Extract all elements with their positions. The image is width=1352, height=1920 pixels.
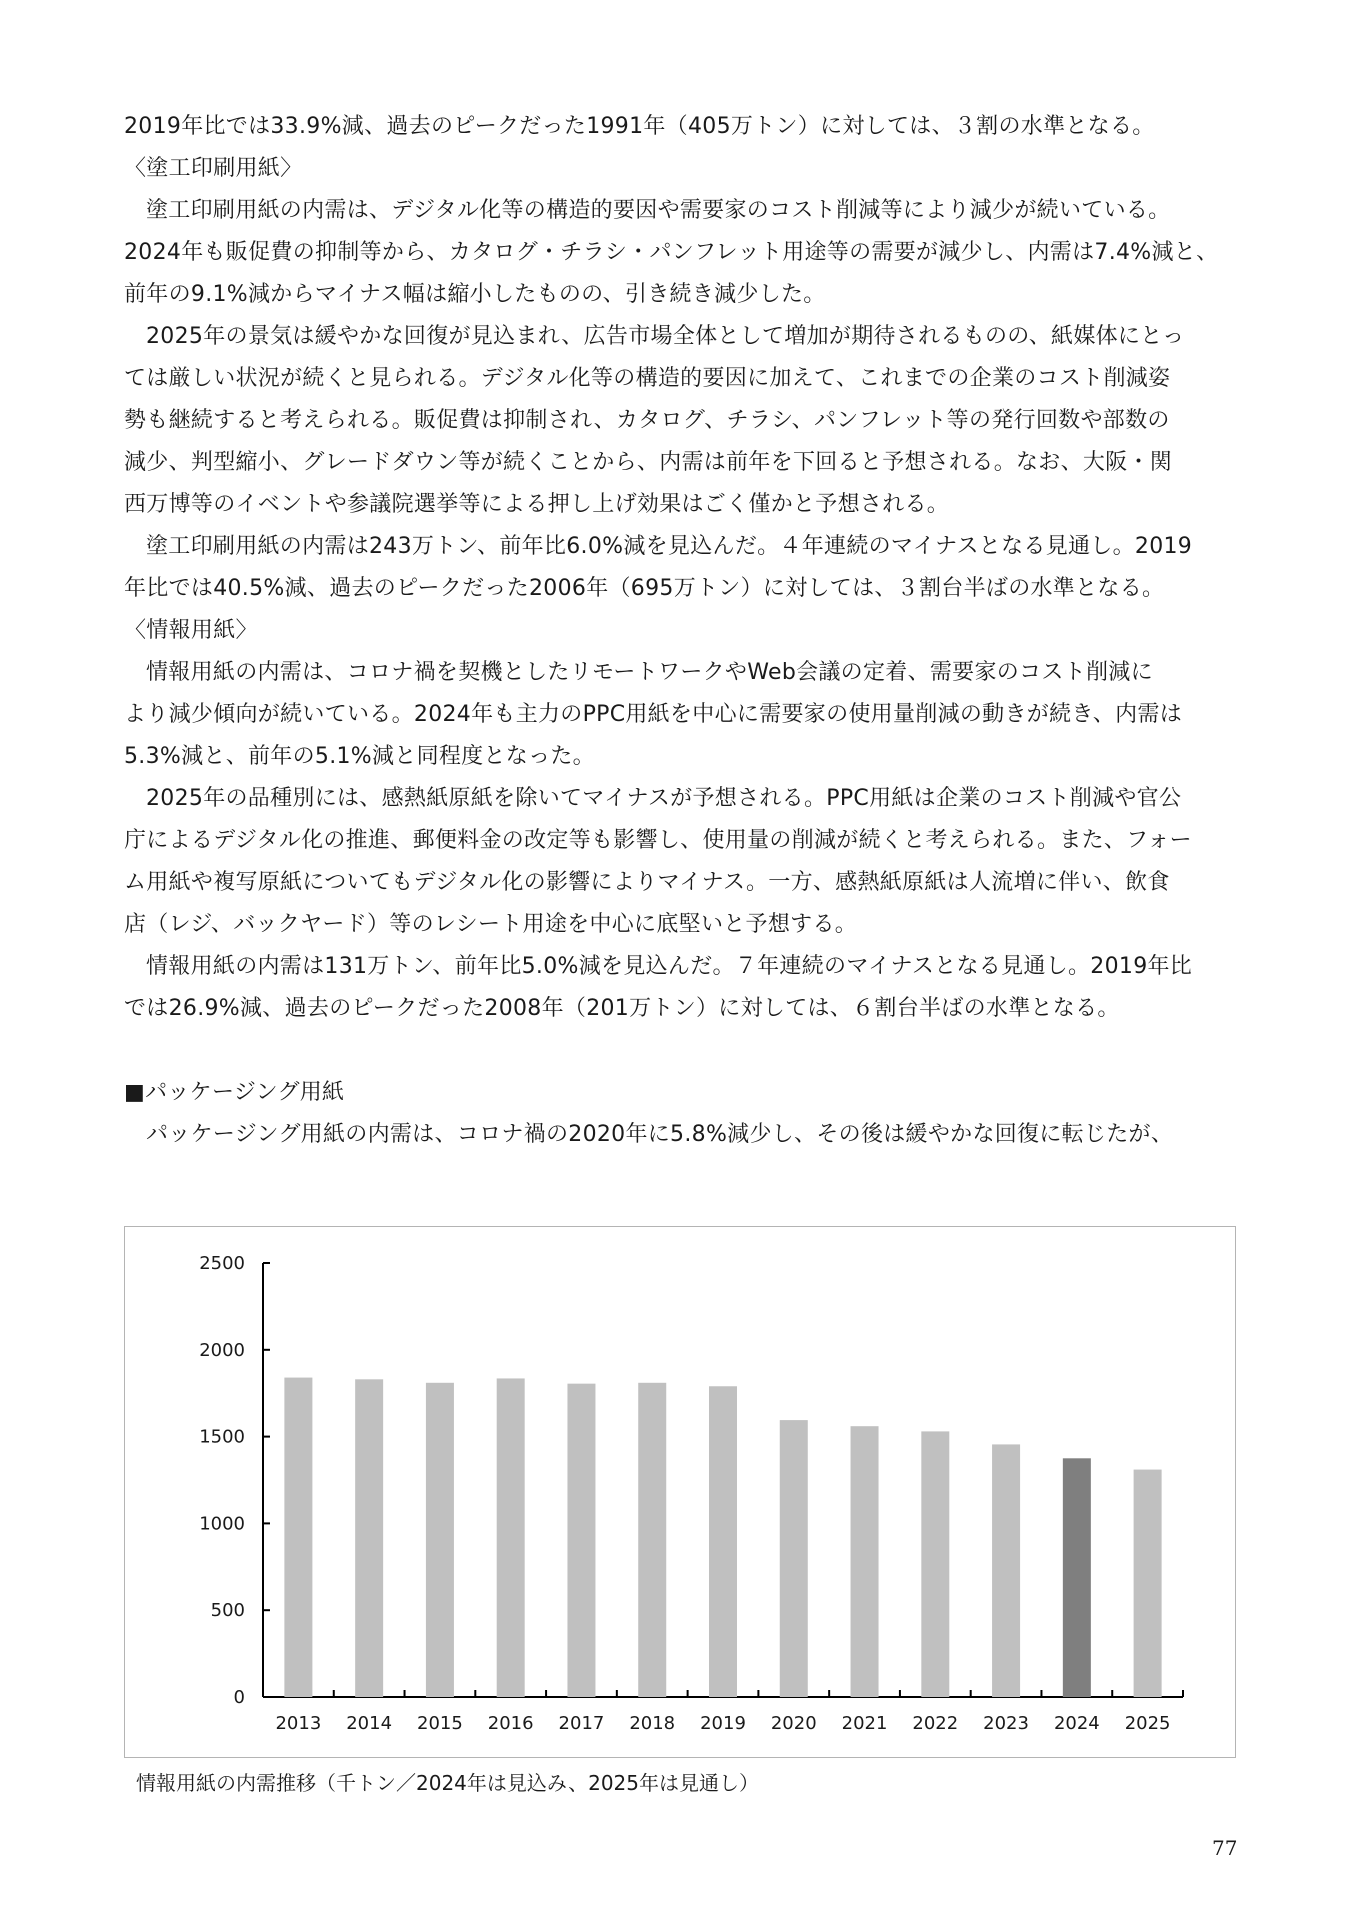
x-tick-label: 2023 <box>983 1713 1029 1734</box>
x-tick-label: 2013 <box>275 1713 322 1734</box>
page-number: 77 <box>1212 1836 1238 1860</box>
y-tick-label: 2500 <box>199 1253 245 1274</box>
section-gap <box>124 1030 1236 1072</box>
text-line: 店（レジ、バックヤード）等のレシート用途を中心に底堅いと予想する。 <box>124 912 858 937</box>
x-tick-label: 2022 <box>912 1713 959 1734</box>
x-tick-label: 2024 <box>1053 1713 1100 1734</box>
chart-caption: 情報用紙の内需推移（千トン／2024年は見込み、2025年は見通し） <box>136 1771 759 1795</box>
text-line: より減少傾向が続いている。2024年も主力のPPC用紙を中心に需要家の使用量削減の動きが続き、内需は <box>124 702 1183 727</box>
y-tick-label: 0 <box>233 1687 245 1708</box>
text-line: ては厳しい状況が続くと見られる。デジタル化等の構造的要因に加えて、これまでの企業のコスト削減姿 <box>124 366 1171 391</box>
text-line: パッケージング用紙の内需は、コロナ禍の2020年に5.8%減少し、その後は緩やかな回復に転じたが、 <box>146 1122 1174 1147</box>
text-line: 西万博等のイベントや参議院選挙等による押し上げ効果はごく僅かと予想される。 <box>124 492 950 517</box>
body-text <box>124 106 1236 1156</box>
text-line: 2019年比では33.9%減、過去のピークだった1991年（405万トン）に対しては、３割の水準となる。 <box>124 114 1155 139</box>
y-tick-label: 2000 <box>199 1339 245 1361</box>
x-tick-label: 2017 <box>558 1713 605 1734</box>
bar-2014 <box>355 1379 383 1697</box>
bar-2015 <box>426 1383 454 1697</box>
x-tick-label: 2021 <box>841 1713 888 1734</box>
bar-2022 <box>921 1431 949 1697</box>
text-line: ム用紙や複写原紙についてもデジタル化の影響によりマイナス。一方、感熱紙原紙は人流増に伴い、飲食 <box>124 870 1170 895</box>
text-line: 2025年の品種別には、感熱紙原紙を除いてマイナスが予想される。PPC用紙は企業のコスト削減や官公 <box>146 786 1182 811</box>
text-line: 塗工印刷用紙の内需は、デジタル化等の構造的要因や需要家のコスト削減等により減少が続いている。 <box>146 198 1171 223</box>
text-line: 塗工印刷用紙の内需は243万トン、前年比6.0%減を見込んだ。４年連続のマイナスとなる見通し。2019 <box>146 534 1193 559</box>
x-tick-label: 2019 <box>700 1713 746 1734</box>
x-tick-label: 2015 <box>417 1713 463 1734</box>
x-tick-label: 2016 <box>487 1713 534 1734</box>
text-line: 減少、判型縮小、グレードダウン等が続くことから、内需は前年を下回ると予想される。なお、大阪・関 <box>124 450 1173 475</box>
paragraph-lines <box>124 106 1236 1030</box>
bar-2017 <box>567 1384 595 1697</box>
chart-svg <box>125 1227 1235 1757</box>
bar-2021 <box>851 1426 879 1697</box>
text-line: 2024年も販促費の抑制等から、カタログ・チラシ・パンフレット用途等の需要が減少し、内需は7.4%減と、 <box>124 240 1219 265</box>
subheading-coated-paper: 〈塗工印刷用紙〉 <box>124 156 303 181</box>
text-line: 前年の9.1%減からマイナス幅は縮小したものの、引き続き減少した。 <box>124 282 826 307</box>
text-line: 情報用紙の内需は131万トン、前年比5.0%減を見込んだ。７年連続のマイナスとなる見通し。2019年比 <box>146 954 1193 979</box>
text-line: 庁によるデジタル化の推進、郵便料金の改定等も影響し、使用量の削減が続くと考えられる。また、フォー <box>124 828 1192 853</box>
section-heading-packaging: ■パッケージング用紙 <box>124 1080 345 1105</box>
bar-2018 <box>638 1383 666 1697</box>
y-tick-label: 1500 <box>199 1426 245 1448</box>
text-line: 5.3%減と、前年の5.1%減と同程度となった。 <box>124 744 595 769</box>
x-tick-label: 2020 <box>770 1713 817 1734</box>
bar-2019 <box>709 1386 737 1697</box>
bar-2024 <box>1063 1458 1091 1697</box>
text-line: 勢も継続すると考えられる。販促費は抑制され、カタログ、チラシ、パンフレット等の発行回数や部数の <box>124 408 1170 433</box>
y-tick-label: 1000 <box>199 1513 245 1535</box>
bar-2013 <box>284 1378 312 1697</box>
text-line: では26.9%減、過去のピークだった2008年（201万トン）に対しては、６割台半ばの水準となる。 <box>124 996 1120 1021</box>
subheading-info-paper: 〈情報用紙〉 <box>124 618 258 643</box>
x-tick-label: 2025 <box>1124 1713 1171 1734</box>
y-tick-label: 500 <box>210 1600 245 1622</box>
text-line: 情報用紙の内需は、コロナ禍を契機としたリモートワークやWeb会議の定着、需要家のコスト削減に <box>146 660 1153 685</box>
x-tick-label: 2014 <box>346 1713 393 1734</box>
bar-2016 <box>497 1378 525 1697</box>
bar-2023 <box>992 1444 1020 1697</box>
x-tick-label: 2018 <box>629 1713 676 1734</box>
text-line: 年比では40.5%減、過去のピークだった2006年（695万トン）に対しては、３割台半ばの水準となる。 <box>124 576 1165 601</box>
bar-chart <box>124 1226 1236 1758</box>
bar-2020 <box>780 1420 808 1697</box>
bar-2025 <box>1134 1470 1162 1697</box>
text-line: 2025年の景気は緩やかな回復が見込まれ、広告市場全体として増加が期待されるものの、紙媒体にとっ <box>146 324 1185 349</box>
